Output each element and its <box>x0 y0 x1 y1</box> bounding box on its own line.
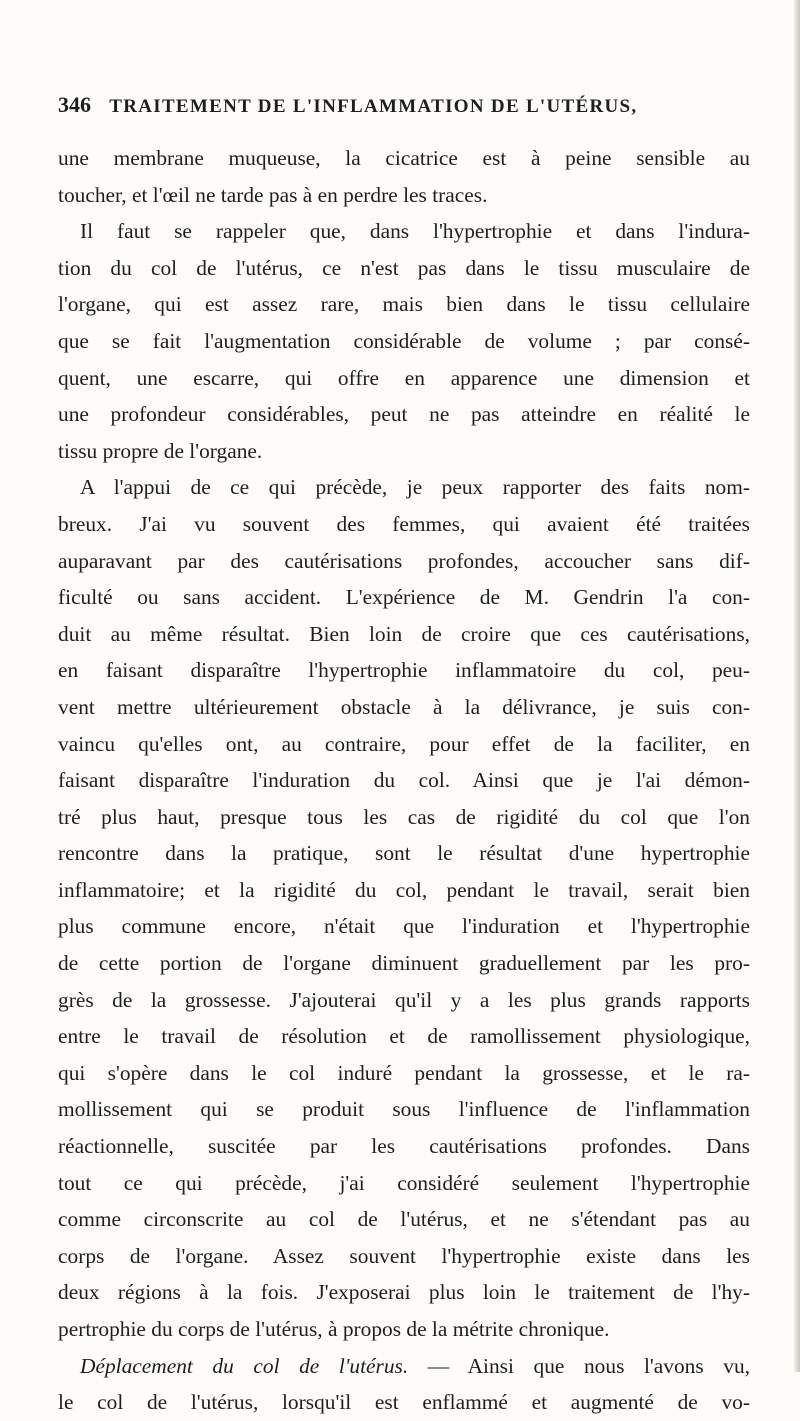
text-line: tion du col de l'utérus, ce n'est pas dans le tissu musculaire de <box>58 255 750 280</box>
text-line: le col de l'utérus, lorsqu'il est enflammé et augmenté de vo- <box>58 1390 750 1415</box>
text-line: tout ce qui précède, j'ai considéré seulement l'hypertrophie <box>58 1170 750 1195</box>
text-line: toucher, et l'œil ne tarde pas à en perdre les traces. <box>58 182 488 207</box>
text-line: que se fait l'augmentation considérable de volume ; par consé- <box>58 328 750 353</box>
text-line: en faisant disparaître l'hypertrophie inflammatoire du col, peu- <box>58 658 750 683</box>
text-line: comme circonscrite au col de l'utérus, et ne s'étendant pas au <box>58 1207 750 1232</box>
text-line: vent mettre ultérieurement obstacle à la délivrance, je suis con- <box>58 694 750 719</box>
text-line: réactionnelle, suscitée par les cautérisations profondes. Dans <box>58 1134 750 1159</box>
text-line: qui s'opère dans le col induré pendant la grossesse, et le ra- <box>58 1060 750 1085</box>
text-line: corps de l'organe. Assez souvent l'hypertrophie existe dans les <box>58 1243 750 1268</box>
page-edge-shadow <box>794 0 800 1372</box>
text-line: tré plus haut, presque tous les cas de rigidité du col que l'on <box>58 804 750 829</box>
text-line: breux. J'ai vu souvent des femmes, qui avaient été traitées <box>58 511 750 536</box>
text-line: vaincu qu'elles ont, au contraire, pour effet de la faciliter, en <box>58 731 750 756</box>
text-line: faisant disparaître l'induration du col. Ainsi que je l'ai démon- <box>58 768 750 793</box>
text-line: l'organe, qui est assez rare, mais bien dans le tissu cellulaire <box>58 292 750 317</box>
text-line: deux régions à la fois. J'exposerai plus loin le traitement de l'hy- <box>58 1280 750 1305</box>
text-line: ficulté ou sans accident. L'expérience de M. Gendrin l'a con- <box>58 585 750 610</box>
running-title: TRAITEMENT DE L'INFLAMMATION DE L'UTÉRUS, <box>109 96 638 117</box>
text-line: A l'appui de ce qui précède, je peux rapporter des faits nom- <box>80 475 750 500</box>
text-line: inflammatoire; et la rigidité du col, pendant le travail, serait bien <box>58 877 750 902</box>
text-line: pertrophie du corps de l'utérus, à propos de la métrite chronique. <box>58 1317 610 1341</box>
text-line: entre le travail de résolution et de ramollissement physiologique, <box>58 1024 750 1049</box>
section-lead-text: — Ainsi que nous l'avons vu, <box>408 1353 750 1378</box>
text-line: plus commune encore, n'était que l'induration et l'hypertrophie <box>58 914 750 939</box>
text-line: rencontre dans la pratique, sont le résultat d'une hypertrophie <box>58 841 750 866</box>
text-line: mollissement qui se produit sous l'influence de l'inflammation <box>58 1097 750 1122</box>
body-text <box>58 140 750 1421</box>
text-line: Il faut se rappeler que, dans l'hypertrophie et dans l'indura- <box>80 219 750 244</box>
text-line: auparavant par des cautérisations profondes, accoucher sans dif- <box>58 548 750 573</box>
section-lead-line <box>58 1348 750 1385</box>
section-heading-italic: Déplacement du col de l'utérus. <box>80 1353 409 1378</box>
text-line: de cette portion de l'organe diminuent graduellement par les pro- <box>58 951 750 976</box>
text-line: quent, une escarre, qui offre en apparence une dimension et <box>58 365 750 390</box>
text-line: grès de la grossesse. J'ajouterai qu'il y a les plus grands rapports <box>58 987 750 1012</box>
text-line: une membrane muqueuse, la cicatrice est à peine sensible au <box>58 146 750 170</box>
text-line: duit au même résultat. Bien loin de croire que ces cautérisations, <box>58 621 750 646</box>
text-line: tissu propre de l'organe. <box>58 438 263 463</box>
running-header <box>58 92 748 128</box>
text-line: une profondeur considérables, peut ne pas atteindre en réalité le <box>58 402 750 427</box>
page-number: 346 <box>58 92 91 117</box>
